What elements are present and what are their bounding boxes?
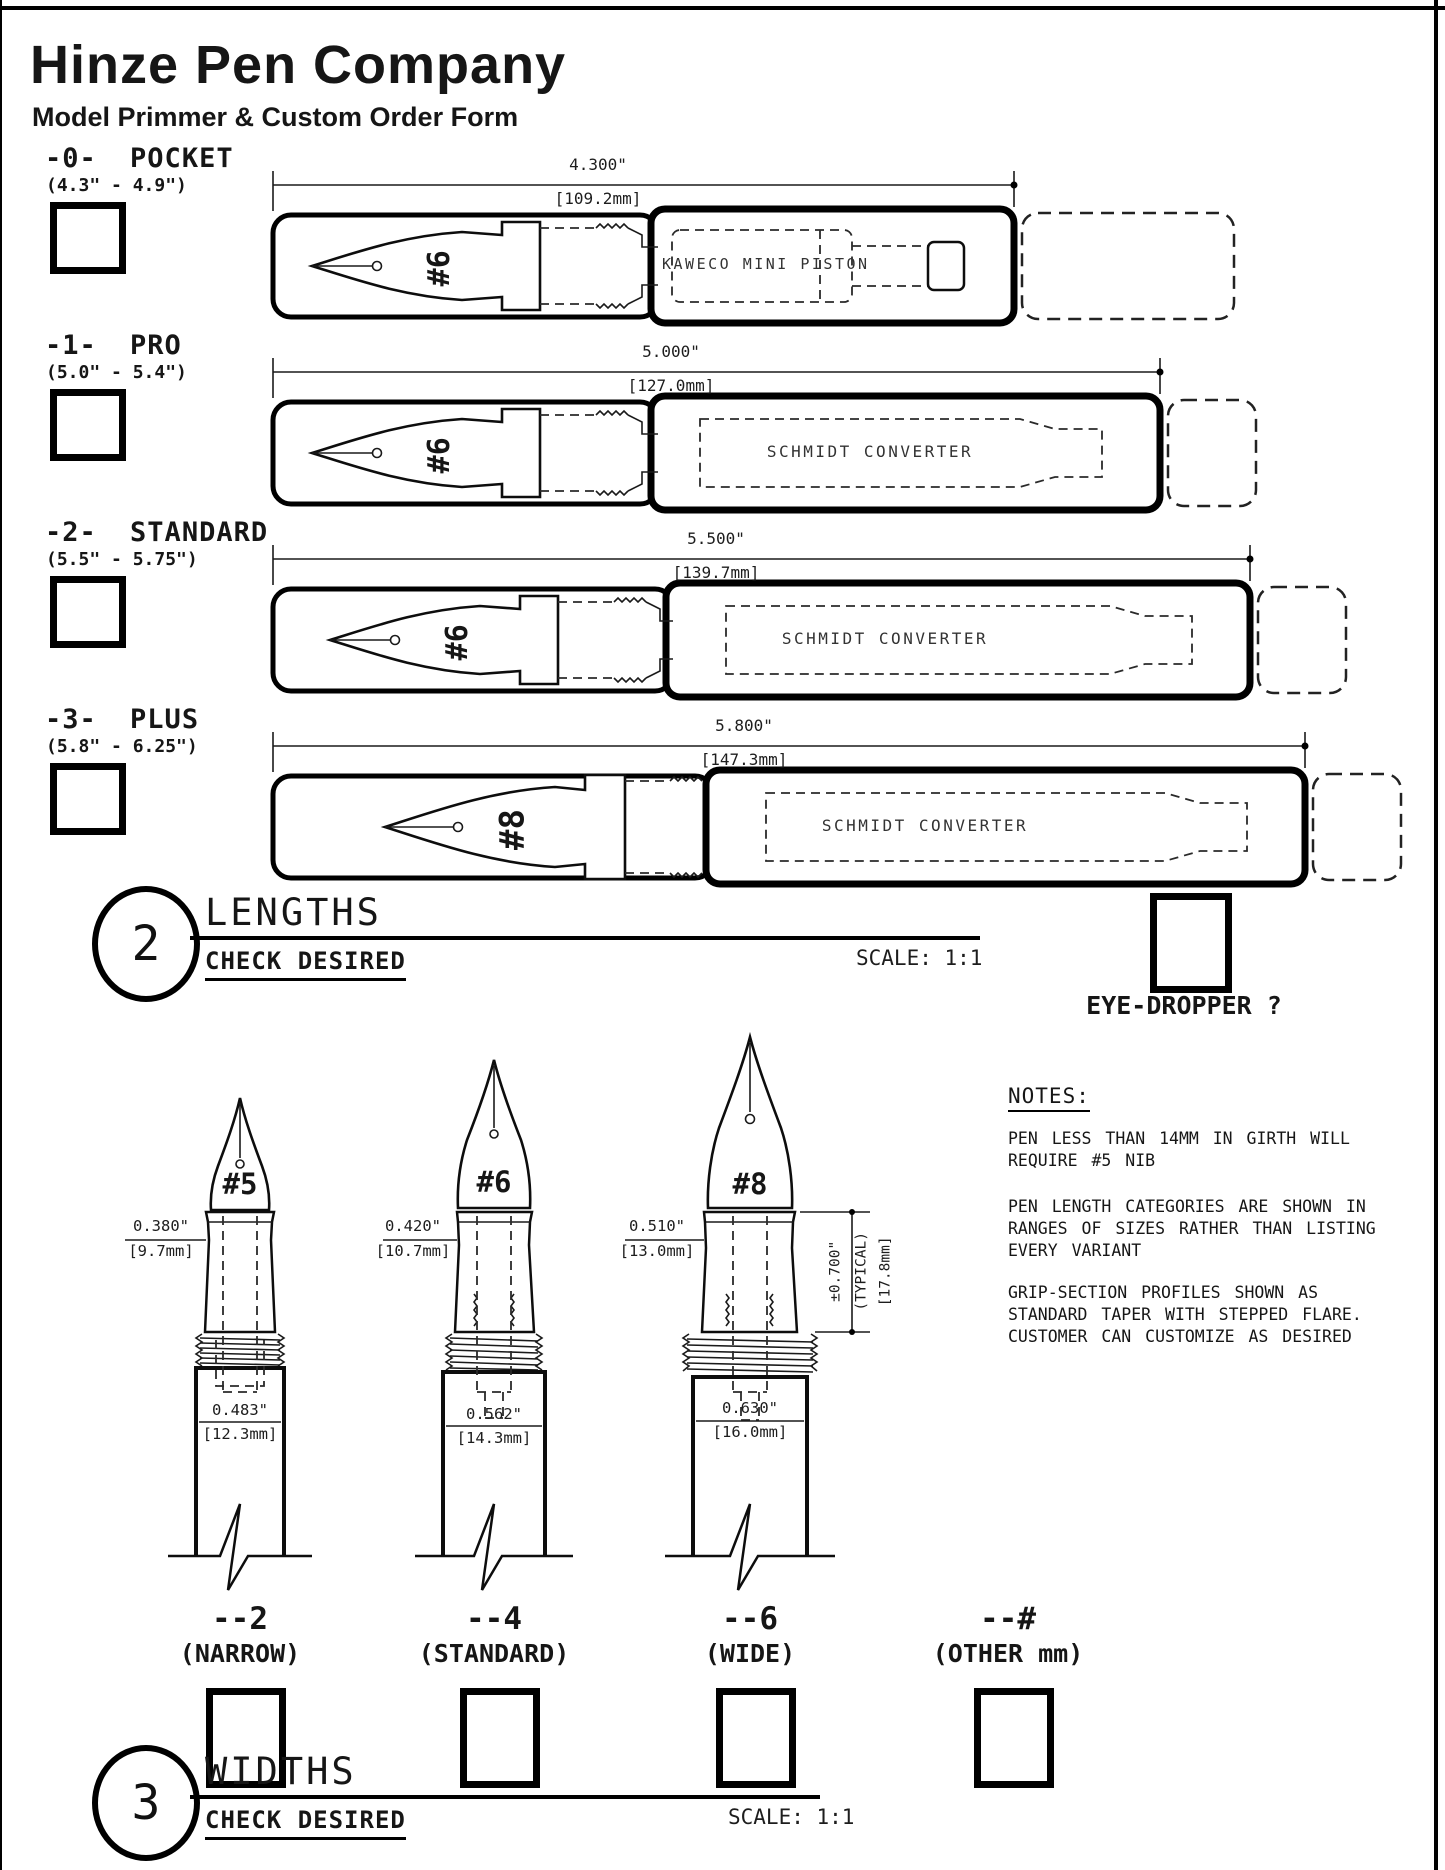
notes-title: NOTES:	[1008, 1084, 1090, 1112]
pen-drawing-standard	[273, 545, 1346, 697]
nib6-size-label: #6	[476, 1165, 512, 1199]
width-wide-code: --6	[722, 1601, 778, 1637]
width-standard-name: (STANDARD)	[418, 1639, 570, 1668]
width-wide-checkbox[interactable]	[716, 1688, 796, 1788]
lengths-check-desired-label: CHECK DESIRED	[205, 948, 406, 981]
nib8-section-mm: [13.0mm]	[619, 1242, 695, 1260]
widths-section-title: WIDTHS	[205, 1750, 357, 1793]
pen-drawing-pocket	[273, 171, 1234, 323]
nib6-barrel-inches: 0.562"	[466, 1405, 522, 1423]
lengths-section-rule	[190, 936, 980, 940]
notes-paragraph-2: PEN LENGTH CATEGORIES ARE SHOWN IN RANGES OF SIZES RATHER THAN LISTING EVERY VARIANT	[1008, 1197, 1376, 1260]
widths-check-desired-label: CHECK DESIRED	[205, 1807, 406, 1840]
eyedropper-label: EYE-DROPPER ?	[1086, 991, 1282, 1020]
standard-nib-size-label: #6	[439, 624, 475, 661]
length-pocket-checkbox[interactable]	[50, 202, 126, 274]
nib5-size-label: #5	[222, 1167, 258, 1201]
length-option-plus-range: (5.8" - 6.25")	[46, 736, 198, 757]
pocket-nib-size-label: #6	[421, 250, 457, 287]
nib5-section-inches: 0.380"	[133, 1217, 189, 1235]
length-option-standard-range: (5.5" - 5.75")	[46, 549, 198, 570]
width-other-name: (OTHER mm)	[932, 1639, 1084, 1668]
lengths-scale-label: SCALE: 1:1	[856, 946, 983, 970]
eyedropper-checkbox[interactable]	[1150, 893, 1232, 993]
length-option-pocket-code: -0-	[45, 143, 97, 174]
length-option-pocket-name: POCKET	[130, 143, 234, 174]
length-option-standard-label	[45, 517, 268, 548]
pocket-filling-label: KAWECO MINI PISTON	[662, 255, 870, 273]
nib5-barrel-mm: [12.3mm]	[202, 1425, 278, 1443]
pro-nib-size-label: #6	[421, 437, 457, 474]
standard-length-inches: 5.500"	[687, 529, 745, 548]
typical-dim-mm: [17.8mm]	[877, 1236, 894, 1307]
width-other-code: --#	[980, 1601, 1036, 1637]
notes-paragraph-1: PEN LESS THAN 14MM IN GIRTH WILL REQUIRE #5 NIB	[1008, 1129, 1350, 1170]
standard-filling-label: SCHMIDT CONVERTER	[781, 629, 989, 648]
width-narrow-code: --2	[212, 1601, 268, 1637]
length-option-standard-code: -2-	[45, 517, 97, 548]
length-option-pocket-range: (4.3" - 4.9")	[46, 175, 187, 196]
nib-drawing-6	[383, 1060, 573, 1590]
plus-length-mm: [147.3mm]	[700, 750, 788, 769]
length-option-pro-range: (5.0" - 5.4")	[46, 362, 187, 383]
nib5-barrel-inches: 0.483"	[212, 1401, 268, 1419]
width-wide-name: (WIDE)	[704, 1639, 796, 1668]
length-option-pro-name: PRO	[130, 330, 182, 361]
widths-scale-label: SCALE: 1:1	[728, 1805, 855, 1829]
lengths-section-number: 2	[92, 886, 200, 1002]
nib8-barrel-mm: [16.0mm]	[712, 1423, 788, 1441]
typical-dim-value: ±0.700"	[827, 1240, 844, 1302]
length-option-pocket-label	[45, 143, 234, 174]
pro-length-inches: 5.000"	[642, 342, 700, 361]
width-standard-code: --4	[466, 1601, 522, 1637]
lengths-section-title: LENGTHS	[205, 891, 382, 934]
length-standard-checkbox[interactable]	[50, 576, 126, 648]
widths-section-number: 3	[92, 1745, 200, 1861]
length-option-standard-name: STANDARD	[130, 517, 269, 548]
notes-paragraph-3: GRIP-SECTION PROFILES SHOWN AS STANDARD TAPER WITH STEPPED FLARE. CUSTOMER CAN CUSTOMIZE AS DESIRED	[1008, 1283, 1362, 1346]
nib8-barrel-inches: 0.630"	[722, 1399, 778, 1417]
page-title: Hinze Pen Company	[30, 35, 567, 95]
length-option-pro-label	[45, 330, 182, 361]
width-standard-checkbox[interactable]	[460, 1688, 540, 1788]
plus-nib-size-label: #8	[492, 809, 533, 851]
nib8-size-label: #8	[732, 1167, 768, 1201]
length-plus-checkbox[interactable]	[50, 763, 126, 835]
plus-length-inches: 5.800"	[715, 716, 773, 735]
length-option-pro-code: -1-	[45, 330, 97, 361]
pocket-length-inches: 4.300"	[569, 155, 627, 174]
nib8-section-inches: 0.510"	[629, 1217, 685, 1235]
typical-dim-note: (TYPICAL)	[853, 1232, 870, 1311]
length-pro-checkbox[interactable]	[50, 389, 126, 461]
width-narrow-name: (NARROW)	[179, 1639, 301, 1668]
width-other-checkbox[interactable]	[974, 1688, 1054, 1788]
nib5-section-mm: [9.7mm]	[128, 1242, 194, 1260]
page-subtitle: Model Primmer & Custom Order Form	[32, 102, 519, 132]
length-option-plus-label	[45, 704, 199, 735]
length-option-plus-name: PLUS	[130, 704, 200, 735]
nib6-section-inches: 0.420"	[385, 1217, 441, 1235]
pen-drawing-pro	[273, 358, 1256, 510]
widths-section-rule	[190, 1795, 820, 1799]
pro-length-mm: [127.0mm]	[627, 376, 715, 395]
pro-filling-label: SCHMIDT CONVERTER	[766, 442, 974, 461]
nib6-barrel-mm: [14.3mm]	[456, 1429, 532, 1447]
standard-length-mm: [139.7mm]	[672, 563, 760, 582]
length-option-plus-code: -3-	[45, 704, 97, 735]
nib6-section-mm: [10.7mm]	[375, 1242, 451, 1260]
pen-drawing-plus	[273, 732, 1401, 884]
pocket-length-mm: [109.2mm]	[554, 189, 642, 208]
plus-filling-label: SCHMIDT CONVERTER	[821, 816, 1029, 835]
